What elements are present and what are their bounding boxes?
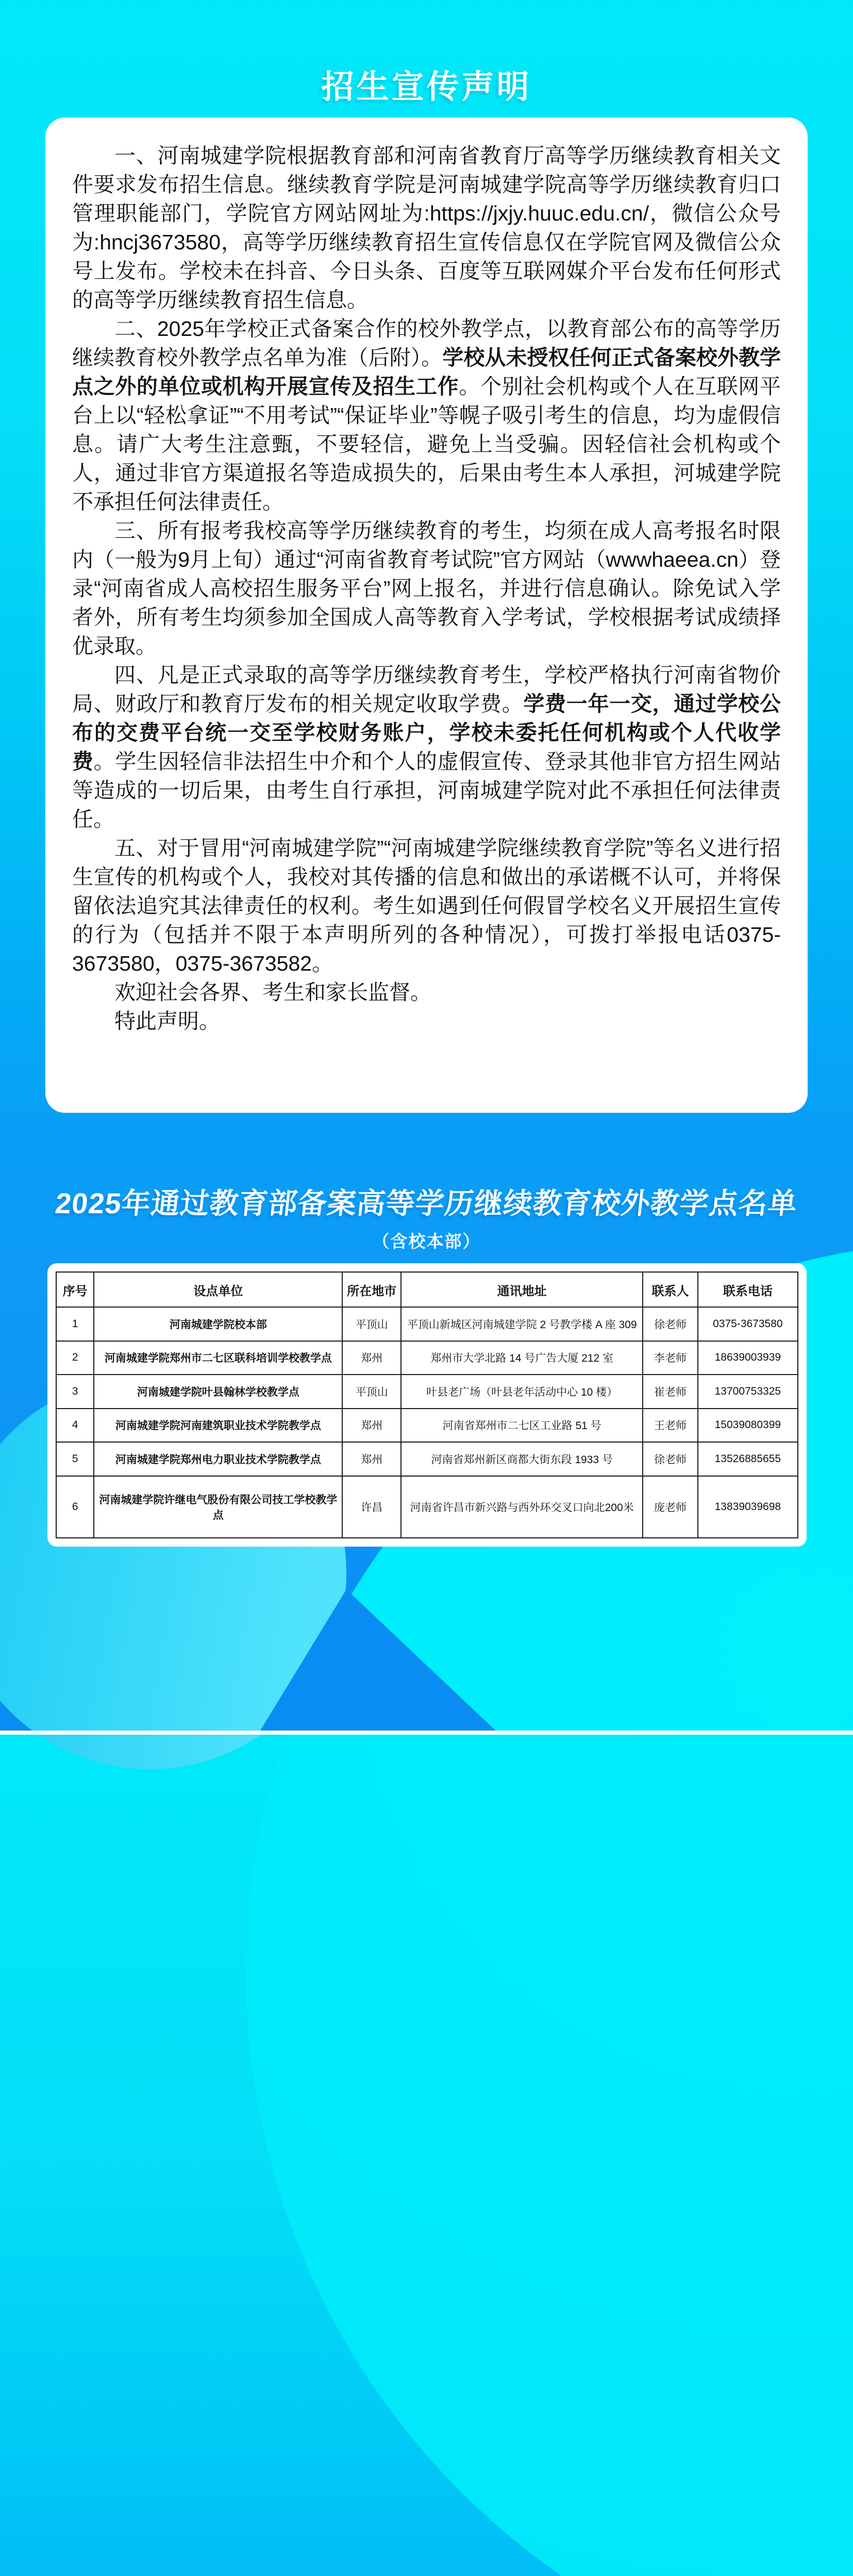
cell-no: 3 bbox=[56, 1375, 94, 1409]
table-row bbox=[56, 1375, 798, 1409]
statement-text: 二、2025年学校正式备案合作的校外教学点，以教育部公布的高等学历继续教育校外教学点名单为准（后附）。 bbox=[72, 317, 781, 369]
cell-city: 平顶山 bbox=[342, 1375, 401, 1409]
statement-paragraph bbox=[72, 141, 781, 314]
cell-city: 平顶山 bbox=[342, 1307, 401, 1341]
statement-paragraph bbox=[72, 834, 781, 978]
statement-card bbox=[45, 117, 808, 1113]
cell-contact: 崔老师 bbox=[643, 1375, 697, 1409]
table-row bbox=[56, 1307, 798, 1341]
cell-no: 4 bbox=[56, 1409, 94, 1443]
cell-no: 6 bbox=[56, 1476, 94, 1538]
statement-text: 五、对于冒用“河南城建学院”“河南城建学院继续教育学院”等名义进行招生宣传的机构或个人，我校对其传播的信息和做出的承诺概不认可，并将保留依法追究其法律责任的权利。考生如遇到任何假冒学校名义开展招生宣传的行为（包括并不限于本声明所列的各种情况），可拨打举报电话0375-3673580，0375-3673582。 bbox=[72, 836, 781, 975]
cell-address: 平顶山新城区河南城建学院 2 号教学楼 A 座 309 bbox=[401, 1307, 643, 1341]
statement-text: 。个别社会机构或个人在互联网平台上以“轻松拿证”“不用考试”“保证毕业”等幌子吸引考生的信息，均为虚假信息。请广大考生注意甄，不要轻信，避免上当受骗。因轻信社会机构或个人，通过非官方渠道报名等造成损失的，后果由考生本人承担，河城建学院不承担任何法律责任。 bbox=[72, 375, 781, 514]
cell-phone: 0375-3673580 bbox=[698, 1307, 798, 1341]
table-row bbox=[56, 1476, 798, 1538]
cell-no: 2 bbox=[56, 1341, 94, 1375]
cell-address: 叶县老广场（叶县老年活动中心 10 楼） bbox=[401, 1375, 643, 1409]
cell-city: 郑州 bbox=[342, 1341, 401, 1375]
cell-phone: 15039080399 bbox=[698, 1409, 798, 1443]
cell-contact: 李老师 bbox=[643, 1341, 697, 1375]
cell-city: 许昌 bbox=[342, 1476, 401, 1538]
cell-contact: 徐老师 bbox=[643, 1307, 697, 1341]
table-header-row bbox=[56, 1272, 798, 1307]
cell-address: 河南省许昌市新兴路与西外环交叉口向北200米 bbox=[401, 1476, 643, 1538]
statement-text: 。学生因轻信非法招生中介和个人的虚假宣传、登录其他非官方招生网站等造成的一切后果，由考生自行承担，河南城建学院对此不承担任何法律责任。 bbox=[72, 750, 781, 831]
column-header: 所在地市 bbox=[342, 1272, 401, 1307]
column-header: 设点单位 bbox=[94, 1272, 342, 1307]
statement-text: 特此声明。 bbox=[114, 1009, 220, 1033]
statement-bold-text: 学费一年一交，通过学校公布的交费平台统一交至学校财务账户，学校未委托任何机构或个人代收学费 bbox=[72, 692, 781, 773]
cell-phone: 18639003939 bbox=[698, 1341, 798, 1375]
statement-text: 三、所有报考我校高等学历继续教育的考生，均须在成人高考报名时限内（一般为9月上旬）通过“河南省教育考试院”官方网站（wwwhaeea.cn）登录“河南省成人高校招生服务平台”网上报名，并进行信息确认。除免试入学者外，所有考生均须参加全国成人高等教育入学考试，学校根据考试成绩择优录取。 bbox=[72, 519, 781, 658]
column-header: 联系人 bbox=[643, 1272, 697, 1307]
cell-contact: 庞老师 bbox=[643, 1476, 697, 1538]
list-subheading: （含校本部） bbox=[372, 1232, 481, 1251]
page-title: 招生宣传声明 bbox=[321, 69, 532, 105]
table-row bbox=[56, 1341, 798, 1375]
cell-phone: 13839039698 bbox=[698, 1476, 798, 1538]
cell-unit: 河南城建学院郑州电力职业技术学院教学点 bbox=[94, 1442, 342, 1476]
column-header: 通讯地址 bbox=[401, 1272, 643, 1307]
teaching-points-table bbox=[56, 1272, 798, 1538]
statement-paragraph bbox=[72, 1007, 781, 1036]
column-header: 联系电话 bbox=[698, 1272, 798, 1307]
statement-text: 四、凡是正式录取的高等学历继续教育考生，学校严格执行河南省物价局、财政厅和教育厅发布的相关规定收取学费。 bbox=[72, 663, 781, 716]
decor-bottom-strip bbox=[0, 1731, 853, 1735]
cell-unit: 河南城建学院校本部 bbox=[94, 1307, 342, 1341]
statement-text: 一、河南城建学院根据教育部和河南省教育厅高等学历继续教育相关文件要求发布招生信息。继续教育学院是河南城建学院高等学历继续教育归口管理职能部门，学院官方网站网址为:https://jxjy.huuc.edu.cn/，微信公众号为:hncj3673580，高等学历继续教育招生宣传信息仅在学院官网及微信公众号上发布。学校未在抖音、今日头条、百度等互联网媒介平台发布任何形式的高等学历继续教育招生信息。 bbox=[72, 144, 781, 312]
cell-no: 5 bbox=[56, 1442, 94, 1476]
cell-address: 河南省郑州市二七区工业路 51 号 bbox=[401, 1409, 643, 1443]
column-header: 序号 bbox=[56, 1272, 94, 1307]
table-row bbox=[56, 1409, 798, 1443]
cell-city: 郑州 bbox=[342, 1409, 401, 1443]
statement-paragraph bbox=[72, 660, 781, 834]
cell-unit: 河南城建学院河南建筑职业技术学院教学点 bbox=[94, 1409, 342, 1443]
table-row bbox=[56, 1442, 798, 1476]
table-card bbox=[47, 1263, 807, 1547]
statement-body bbox=[72, 141, 781, 1036]
list-heading: 2025年通过教育部备案高等学历继续教育校外教学点名单 bbox=[54, 1187, 799, 1219]
cell-contact: 徐老师 bbox=[643, 1442, 697, 1476]
cell-unit: 河南城建学院郑州市二七区联科培训学校教学点 bbox=[94, 1341, 342, 1375]
statement-bold-text: 学校从未授权任何正式备案校外教学点之外的单位或机构开展宣传及招生工作 bbox=[72, 346, 781, 398]
cell-city: 郑州 bbox=[342, 1442, 401, 1476]
statement-paragraph bbox=[72, 314, 781, 516]
statement-text: 欢迎社会各界、考生和家长监督。 bbox=[114, 980, 431, 1004]
cell-no: 1 bbox=[56, 1307, 94, 1341]
cell-unit: 河南城建学院许继电气股份有限公司技工学校教学点 bbox=[94, 1476, 342, 1538]
statement-paragraph bbox=[72, 516, 781, 660]
cell-phone: 13526885655 bbox=[698, 1442, 798, 1476]
cell-contact: 王老师 bbox=[643, 1409, 697, 1443]
cell-unit: 河南城建学院叶县翰林学校教学点 bbox=[94, 1375, 342, 1409]
cell-phone: 13700753325 bbox=[698, 1375, 798, 1409]
cell-address: 河南省郑州新区商都大街东段 1933 号 bbox=[401, 1442, 643, 1476]
statement-paragraph bbox=[72, 978, 781, 1007]
cell-address: 郑州市大学北路 14 号广告大厦 212 室 bbox=[401, 1341, 643, 1375]
